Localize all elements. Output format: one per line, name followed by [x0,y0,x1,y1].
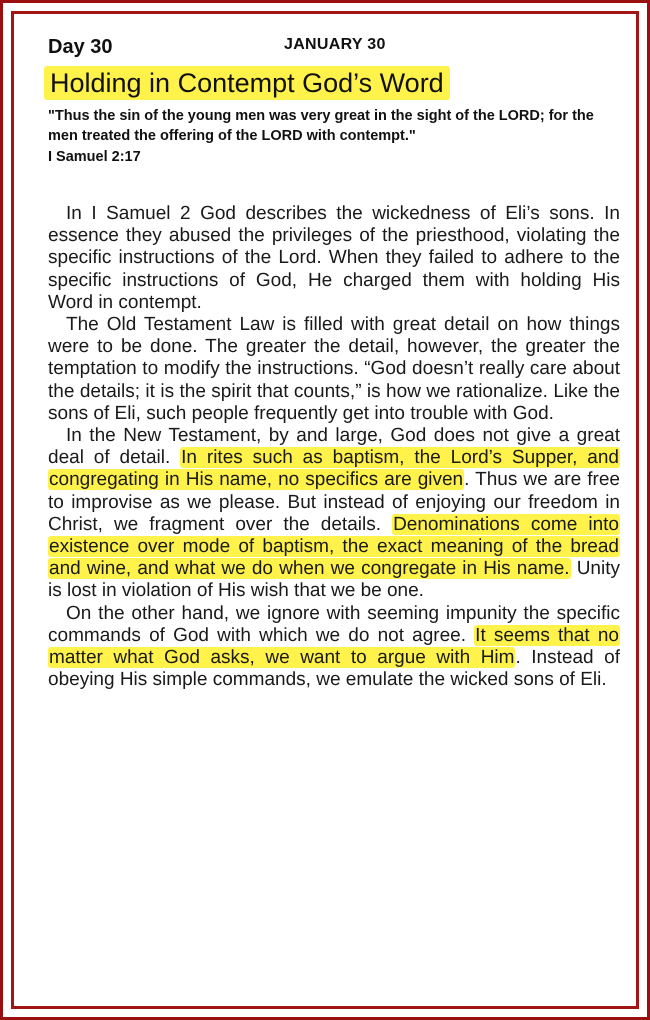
paragraph-3-text-a: In the New Testament, by and large, God does not give a great deal of detail. [48,425,620,469]
paragraph-3-text-c: Unity is lost in violation of His wish that we be one. [48,558,620,602]
paragraph-4-text-a: On the other hand, we ignore with seeming impunity the specific commands of God with which we do not agree. [48,602,620,646]
scripture-quote: "Thus the sin of the young men was very great in the sight of the LORD; for the men treated the offering of the LORD with contempt." [48,108,594,144]
devotional-title: Holding in Contempt God’s Word [44,66,450,100]
highlighted-passage-1: In rites such as baptism, the Lord’s Supper, and congregating in His name, no specifics are given [49,447,619,491]
paragraph-4-text-b: . Instead of obeying His simple commands, we emulate the wicked sons of Eli. [48,647,620,691]
page-frame [11,11,639,1009]
page-header [42,30,620,66]
scripture-reference: I Samuel 2:17 [48,149,141,165]
paragraph-4 [48,603,620,692]
paragraph-2: The Old Testament Law is filled with great detail on how things were to be done. The greater the detail, however, the greater the temptation to modify the instructions. “God doesn’t really care about the details; it is the spirit that counts,” is how we rationalize. Like the sons of Eli, such people frequently get into trouble with God. [48,314,620,424]
date-label: JANUARY 30 [284,36,386,53]
paragraph-3 [48,425,620,603]
devotional-page [42,30,620,691]
highlighted-passage-3: It seems that no matter what God asks, we want to argue with Him [49,624,619,669]
paragraph-1: In I Samuel 2 God describes the wickedness of Eli’s sons. In essence they abused the privileges of the priesthood, violating the specific instructions of the Lord. When they failed to adhere to the specific instructions of God, He charged them with holding His Word in contempt. [48,203,620,313]
body-text [42,203,620,691]
day-label: Day 30 [48,36,113,58]
paragraph-3-text-b: . Thus we are free to improvise as we please. But instead of enjoying our freedom in Christ, we fragment over the details. [48,469,620,535]
highlighted-passage-2: Denominations come into existence over mode of baptism, the exact meaning of the bread and wine, and what we do when we congregate in His name. [49,513,619,580]
